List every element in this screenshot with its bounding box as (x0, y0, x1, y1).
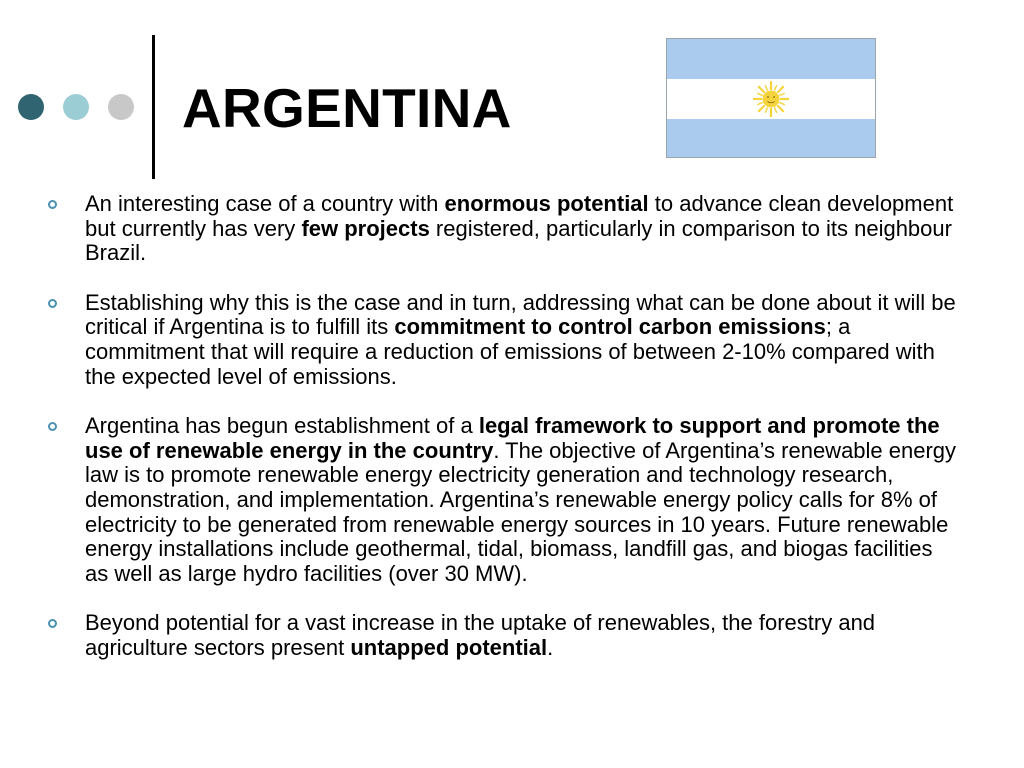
slide-title: ARGENTINA (182, 77, 512, 139)
sun-ray (765, 85, 767, 91)
bullet-text (85, 191, 953, 265)
bullet-text (85, 413, 956, 586)
bullet-segment: An interesting case of a country with (85, 191, 445, 216)
sun-ray (757, 93, 763, 95)
bullet-item (46, 611, 961, 660)
bullet-segment: . (547, 634, 554, 660)
dot-light-blue (63, 94, 89, 120)
bullet-emphasis: legal framework to support and promote the use of renewable energy in the country (85, 413, 940, 463)
bullet-emphasis: few projects (301, 215, 430, 241)
title-divider (152, 35, 155, 179)
bullet-emphasis: enormous potential (444, 191, 649, 216)
sun-ray (777, 86, 783, 92)
bullet-item (46, 414, 961, 586)
sun-ray (779, 102, 785, 104)
bullet-segment: registered, particularly in comparison to its neighbour Brazil. (85, 215, 952, 266)
bullet-emphasis: commitment to control carbon emissions (394, 314, 826, 340)
flag-stripe-bottom (667, 119, 875, 158)
decorative-dots (18, 94, 134, 120)
bullet-emphasis: untapped potential (350, 634, 548, 660)
bullet-marker-icon (48, 619, 57, 628)
sun-ray (774, 85, 776, 91)
bullet-text (85, 290, 956, 389)
sun-ray (774, 107, 776, 113)
sun-ray (765, 107, 767, 113)
bullet-segment: Argentina has begun establishment of a (85, 413, 479, 439)
bullet-marker-icon (48, 200, 57, 209)
dot-dark (18, 94, 44, 120)
bullet-item (46, 192, 961, 266)
bullet-segment: Beyond potential for a vast increase in the uptake of renewables, the forestry and agriculture sectors present (85, 610, 876, 660)
bullet-text (85, 610, 875, 660)
bullet-segment: . The objective of Argentina’s renewable energy law is to promote renewable energy electricity generation and technology research, demonstration, and implementation. Argentina’s renewable energy policy calls for 8% of electricity to be generated from renewable energy sources in 10 years. Future renewable energy installations include geothermal, tidal, biomass, landfill gas, and biogas facilities as well as large hydro facilities (over 30 MW). (85, 437, 957, 586)
sun-ray (758, 105, 764, 111)
bullet-list (46, 192, 961, 686)
bullet-marker-icon (48, 299, 57, 308)
sun-ray (779, 93, 785, 95)
bullet-item (46, 291, 961, 389)
sun-ray (777, 105, 783, 111)
dot-gray (108, 94, 134, 120)
argentina-flag-icon (666, 38, 876, 158)
sun-ray (757, 102, 763, 104)
flag-stripe-top (667, 39, 875, 79)
bullet-segment: Establishing why this is the case and in turn, addressing what can be done about it will be critical if Argentina is to fulfill its (85, 289, 956, 340)
sun-disc (763, 91, 780, 108)
bullet-segment: to advance clean development but currently has very (85, 191, 954, 241)
bullet-marker-icon (48, 422, 57, 431)
sun-of-may-icon (751, 79, 791, 119)
bullet-segment: ; a commitment that will require a reduction of emissions of between 2-10% compared with the expected level of emissions. (85, 314, 935, 389)
sun-ray (758, 86, 764, 92)
